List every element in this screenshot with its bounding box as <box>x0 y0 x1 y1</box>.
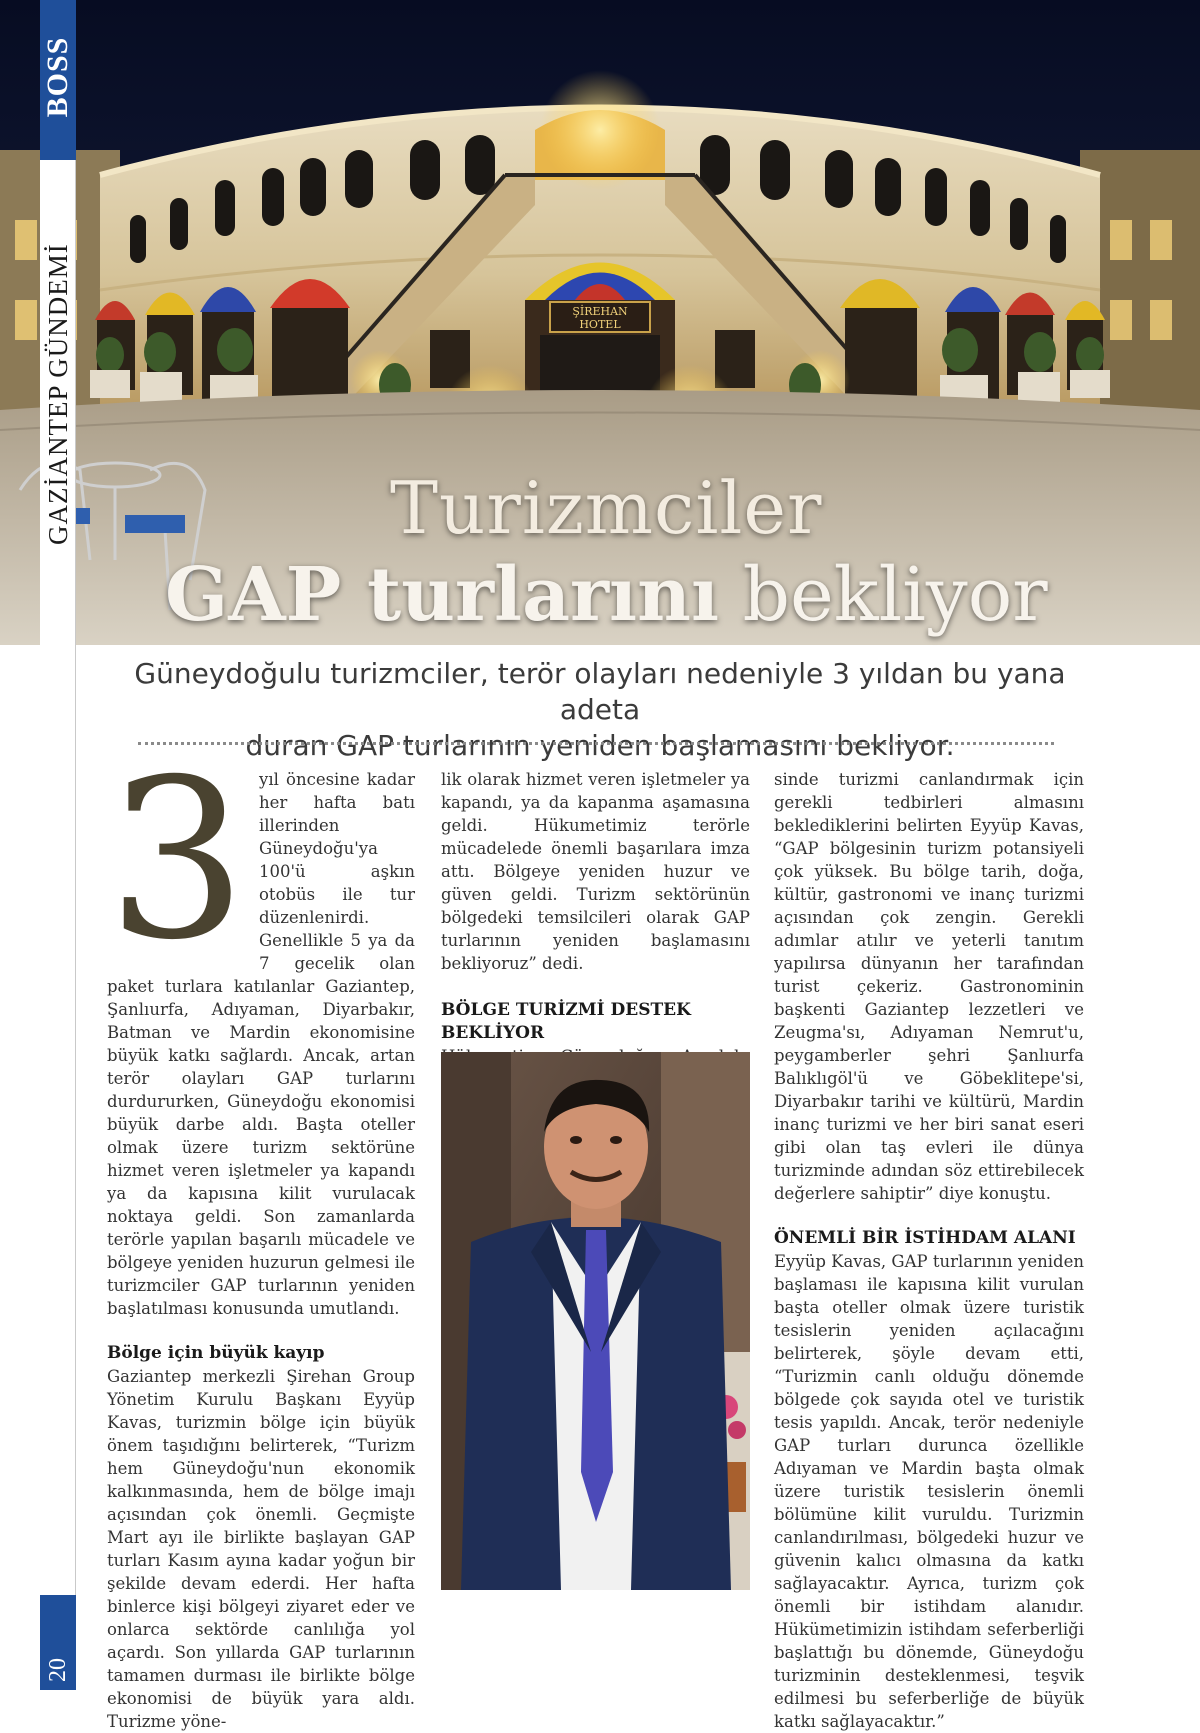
deck-line2: duran GAP turlarının yeniden başlamasını bekliyor. <box>245 729 955 762</box>
article-deck <box>100 656 1100 764</box>
drop-cap: 3 <box>107 732 247 988</box>
portrait-photo <box>441 1052 750 1590</box>
businessman-portrait <box>441 1052 750 1590</box>
hotel-sign-line2: HOTEL <box>579 318 621 331</box>
paragraph: sinde turizmi canlandırmak için gerekli tedbirleri almasını beklediklerini belirten Eyyüp Kavas, “GAP bölgesinin turizm potansiyeli çok yüksek. Bu bölge tarih, doğa, kültür, gastronomi ve inanç turizmi açısından çok zengin. Gerekli adımlar atılır ve yeterli tanıtım yapılırsa dünyanın her tarafından turist çekeriz. Gastronominin başkenti Gaziantep lezzetleri ve Zeugma'sı, Adıyaman Nemrut'u, peygamberler şehri Şanlıurfa Balıklıgöl'ü ve Göbeklitepe'si, Diyarbakır tarihi ve kültürü, Mardin inanç turizmi ve her biri sanat eseri gibi olan taş evleri ile dünya turizminde adından söz ettirebilecek değerlere sahiptir” diye konuştu. <box>774 770 1084 1203</box>
article-column-2 <box>441 768 750 1091</box>
article-column-1 <box>107 732 415 1733</box>
headline-line1: Turizmciler <box>390 466 823 550</box>
headline-line2 <box>165 552 1048 638</box>
headline-bold: GAP turlarını <box>165 552 720 638</box>
article-column-3 <box>774 768 1084 1733</box>
subheading: BÖLGE TURİZMİ DESTEK BEKLİYOR <box>441 1000 691 1043</box>
dotted-divider <box>138 742 1054 745</box>
paragraph: lik olarak hizmet veren işletmeler ya kapandı, ya da kapanma aşamasına geldi. Hükumetimiz terörle mücadelede önemli başarılara imza attı. Bölgeye yeniden huzur ve güven geldi. Turizm sektörünün bölgedeki temsilcileri olarak GAP turlarının yeniden başlamasını bekliyoruz” dedi. <box>441 770 750 973</box>
page-number: 20 <box>45 1658 71 1682</box>
paragraph: yıl öncesine kadar her hafta batı illerinden Güneydoğu'ya 100'ü aşkın otobüs ile tur düzenlenirdi. Genellikle 5 ya da 7 gecelik olan paket turlara katılanlar Gaziantep, Şanlıurfa, Adıyaman, Diyarbakır, Batman ve Mardin ekonomisine büyük katkı sağlardı. Ancak, artan terör olayları GAP turlarını durdururken, Güneydoğu ekonomisi büyük darbe aldı. Başta oteller olmak üzere turizm sektörüne hizmet veren işletmeler ya kapandı ya da kapısına kilit vurulacak noktaya geldi. Son zamanlarda terörle yapılan başarılı mücadele ve bölgeye yeniden huzurun gelmesi ile turizmciler GAP turlarının yeniden başlatılması konusunda umutlandı. <box>107 770 415 1318</box>
hero-photo <box>0 0 1200 645</box>
section-title: GAZİANTEP GÜNDEMİ <box>43 243 73 545</box>
headline-light: bekliyor <box>742 552 1048 638</box>
magazine-brand: BOSS <box>41 36 74 118</box>
paragraph: Gaziantep merkezli Şirehan Group Yönetim Kurulu Başkanı Eyyüp Kavas, turizmin bölge için büyük önem taşıdığını belirterek, “Turizm hem Güneydoğu'nun ekonomik kalkınmasında, hem de bölge imajı açısından çok önemli. Geçmişte Mart ayı ile birlikte başlayan GAP turları Kasım ayına kadar yoğun bir şekilde devam ederdi. Her hafta binlerce kişi bölgeyi ziyaret eder ve onlarca sektörde canlılığa yol açardı. Son yıllarda GAP turlarının tamamen durması ile birlikte bölge ekonomisi de büyük yara aldı. Turizme yöne- <box>107 1367 415 1731</box>
magazine-spine <box>40 0 76 1690</box>
subheading: Bölge için büyük kayıp <box>107 1343 325 1363</box>
paragraph: Eyyüp Kavas, GAP turlarının yeniden başlaması ile kapısına kilit vurulan başta oteller olmak üzere turistik tesislerin yeniden açılacağını belirterek, şöyle devam etti, “Turizmin canlı olduğu dönemde bölgede çok sayıda otel ve turistik tesis yapıldı. Ancak, terör nedeniyle GAP turları durunca özellikle Adıyaman ve Mardin başta olmak üzere turistik tesislerin önemli bölümüne kilit vuruldu. Turizmin canlandırılması, bölgedeki huzur ve güvenin kalıcı olmasına da katkı sağlayacaktır. Ayrıca, turizm çok önemli bir istihdam alanıdır. Hükümetimizin istihdam seferberliği başlattığı bu dönemde, Güneydoğu turizminin desteklenmesi, teşvik edilmesi bu seferberliğe de büyük katkı sağlayacaktır.” <box>774 1252 1084 1731</box>
hotel-sign-line1: ŞİREHAN <box>572 305 628 318</box>
subheading: ÖNEMLİ BİR İSTİHDAM ALANI <box>774 1228 1076 1248</box>
deck-line1: Güneydoğulu turizmciler, terör olayları nedeniyle 3 yıldan bu yana adeta <box>134 657 1066 726</box>
